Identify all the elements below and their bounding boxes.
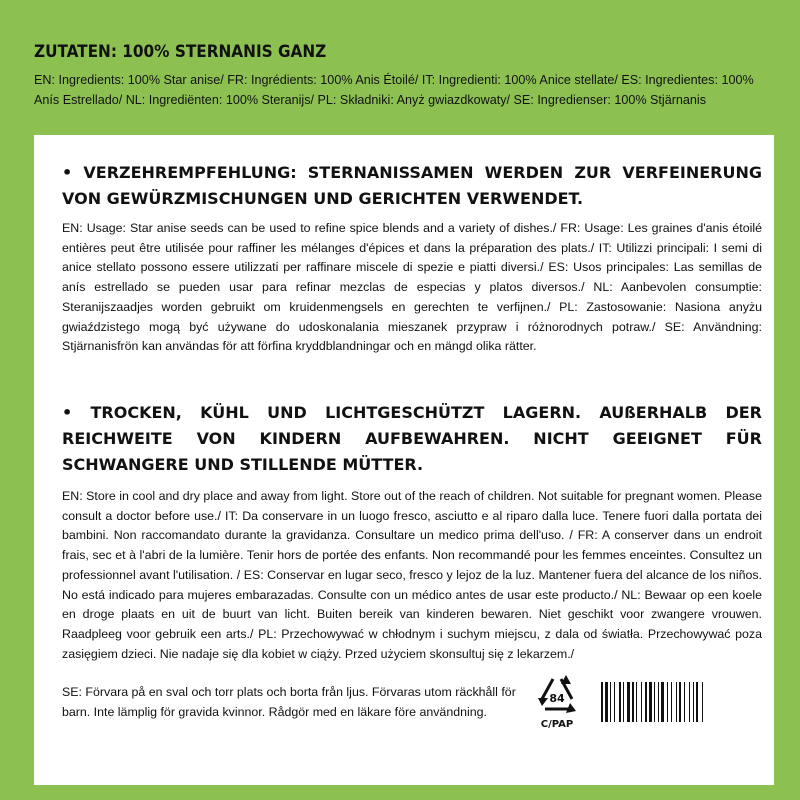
barcode-bar [693,682,694,722]
barcode-bar [702,682,703,722]
barcode-bar [619,682,621,722]
ingredients-title: ZUTATEN: 100% STERNANIS GANZ [34,42,327,62]
barcode-bar [649,682,652,722]
barcode-bar [632,682,634,722]
barcode-bar [661,682,664,722]
barcode-bar [676,682,677,722]
ingredients-translations: EN: Ingredients: 100% Star anise/ FR: Ingrédients: 100% Anis Étoilé/ IT: Ingredienti: 100% Anice stellate/ ES: Ingredientes: 100% Anís Estrellado/ NL: Ingrediënten: 100% Steranijs/ PL: Składniki: Anyż gwiazdkowaty/ SE: Ingredienser: 100% Stjärnanis [34,73,754,107]
recycling-code: 84 [549,692,565,705]
recycling-label: C/PAP [540,719,574,730]
storage-translations: EN: Store in cool and dry place and away from light. Store out of the reach of children. Not suitable for pregnant women. Please consult a doctor before use./ IT: Da conservare in un luogo fresco, asciutto e al riparo dalla luce. Tenere fuori dalla portata dei bambini. Non raccomandato durante la gravidanza. Consultare un medico prima dell'uso. / FR: A conserver dans un endroit frais, sec et à l'abri de la lumière. Tenir hors de portée des enfants. Non recommandé pour les femmes enceintes. Consultez un professionnel avant l'utilisation. / ES: Conservar en lugar seco, fresco y lejoz de la luz. Mantener fuera del alcance de los niños. No está indicado para mujeres embarazadas. Consulte con un médico antes de usar este producto./ NL: Bewaar op een koele en droge plaats en uit de buurt van licht. Buiten bereik van kinderen bewaren. Niet geschikt voor zwangere vrouwen. Raadpleeg voor gebruik een arts./ PL: Przechowywać w chłodnym i suchym miejscu, z dala od światła. Przechowywać poza zasięgiem dzieci. Nie nadaje się dla kobiet w ciąży. Przed użyciem skonsultuj się z lekarzem./ [62,489,762,661]
barcode-bar [627,682,630,722]
barcode-bar [667,682,668,722]
barcode-bar [641,682,642,722]
barcode-bar [689,682,690,722]
storage-translation-se: SE: Förvara på en sval och torr plats och borta från ljus. Förvaras utom räckhåll för barn. Inte lämplig för gravida kvinnor. Rådgör med en läkare före användning. [62,685,516,719]
barcode-bar [610,682,611,722]
barcode-bar [623,682,624,722]
barcode-bar [679,682,681,722]
info-panel [34,135,774,785]
barcode-icon [601,682,751,722]
barcode-bar [654,682,655,722]
barcode-bar [671,682,672,722]
barcode-bar [601,682,603,722]
recycling-triangle-icon [534,673,580,719]
barcode-bar [658,682,659,722]
usage-translations: EN: Usage: Star anise seeds can be used to refine spice blends and a variety of dishes./ FR: Usage: Les graines d'anis étoilé entières peut être utilisée pour raffiner les mélanges d'épices et dans la préparation des plats./ IT: Utilizzi principali: I semi di anice stellato possono essere utilizzati per raffinare miscele di spezie e piatti diversi./ ES: Usos principales: Las semillas de anís estrellado se pueden usar para refinar mezclas de especias y platos diversos./ NL: Aanbevolen consumptie: Steranijszaadjes worden gebruikt om kruidenmengsels en gerechten te verfijnen./ PL: Zastosowanie: Nasiona anyżu gwiaździstego mogą być używane do udoskonalania mieszanek przypraw i różnorodnych potraw./ SE: Användning: Stjärnanisfrön kan användas för att förfina kryddblandningar och en mängd olika rätter. [62,221,762,354]
barcode-bar [636,682,637,722]
storage-heading: • TROCKEN, KÜHL UND LICHTGESCHÜTZT LAGERN. AUßERHALB DER REICHWEITE VON KINDERN AUFBEWAHREN. NICHT GEEIGNET FÜR SCHWANGERE UND STILLENDE MÜTTER. [62,403,762,474]
barcode-bar [684,682,685,722]
recycling-symbol [534,673,580,733]
usage-heading: • VERZEHREMPFEHLUNG: STERNANISSAMEN WERDEN ZUR VERFEINERUNG VON GEWÜRZMISCHUNGEN UND GERICHTEN VERWENDET. [62,163,762,208]
barcode-bar [696,682,698,722]
barcode-bar [645,682,647,722]
ingredients-band [0,0,800,135]
barcode-bar [605,682,608,722]
barcode-bar [614,682,615,722]
